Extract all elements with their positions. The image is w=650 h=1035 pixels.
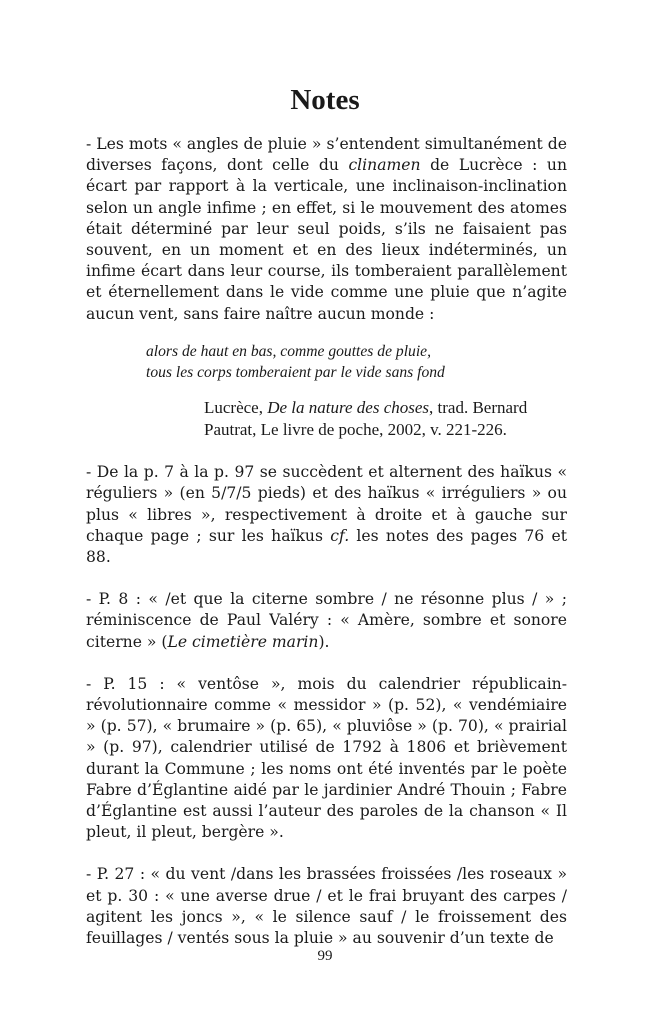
note-angles-de-pluie [86, 134, 567, 325]
citation-text: , trad. Bernard Pautrat, Le livre de poche, 2002, v. 221-226. [204, 398, 528, 440]
note-text: de Lucrèce : un écart par rapport à la verticale, une inclinaison-inclination selon un angle infime ; en effet, si le mouvement des atomes était déterminé par leur seul poids, s’ils ne faisaient pas souvent, en un moment et en des lieux indéterminés, un infime écart dans leur course, ils tomberaient parallèlement et éternellement dans le vide comme une pluie que n’agite aucun vent, sans faire naître aucun monde : [86, 156, 568, 323]
verse-quote [146, 341, 567, 383]
citation-title: De la nature des choses [267, 398, 430, 418]
emphasis: cf. [330, 526, 350, 545]
notes-body [86, 134, 567, 970]
note-p15: - P. 15 : « ventôse », mois du calendrier républicain-révolutionnaire comme « messidor » (p. 52), « vendémiaire » (p. 57), « brumaire » (p. 65), « pluviôse » (p. 70), « prairial » (p. 97), calendrier utilisé de 1792 à 1806 et brièvement durant la Commune ; les noms ont été inventés par le poète Fabre d’Églantine aidé par le jardinier André Thouin ; Fabre d’Églantine est aussi l’auteur des paroles de la chanson « Il pleut, il pleut, bergère ». [86, 674, 567, 842]
page-title: Notes [290, 84, 360, 116]
note-text: - P. 8 : « /et que la citerne sombre / ne résonne plus / » ; réminiscence de Paul Valéry : « Amère, sombre et sonore citerne » ( [86, 590, 567, 651]
note-text: - Les mots « angles de pluie » s’entendent simultanément de diverses façons, dont celle du [86, 135, 567, 175]
page-number: 99 [317, 948, 333, 964]
emphasis: clinamen [348, 156, 421, 175]
note-p8 [86, 589, 567, 653]
citation-text: Lucrèce, [204, 398, 268, 418]
note-text: les notes des pages 76 et 88. [86, 526, 567, 567]
citation [204, 397, 567, 441]
note-p27: - P. 27 : « du vent /dans les brassées froissées /les roseaux » et p. 30 : « une averse drue / et le frai bruyant des carpes / agitent les joncs », « le silence sauf / le froissement des feuillages / ventés sous la pluie » au souvenir d’un texte de [86, 865, 567, 948]
verse-line-2: tous les corps tomberaient par le vide sans fond [146, 364, 445, 382]
verse-line-1: alors de haut en bas, comme gouttes de pluie, [146, 342, 431, 360]
note-haikus [86, 462, 567, 568]
note-text: ). [318, 632, 330, 651]
note-text: - De la p. 7 à la p. 97 se succèdent et alternent des haïkus « réguliers » (en 5/7/5 pieds) et des haïkus « irréguliers » ou plus « libres », respectivement à droite et à gauche sur chaque page ; sur les haïkus [86, 463, 567, 545]
emphasis: Le cimetière marin [167, 632, 319, 651]
